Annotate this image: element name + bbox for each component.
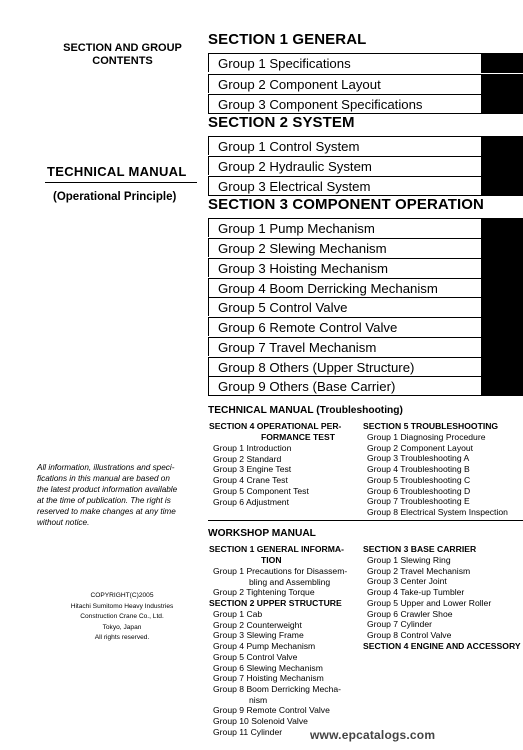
group-label: Group 1 Specifications	[218, 56, 351, 71]
section-contents-heading	[50, 42, 195, 68]
group-label: Group 1 Control System	[218, 139, 360, 154]
list-item: bling and Assembling	[249, 576, 331, 587]
list-item[interactable]: Group 1 Introduction	[213, 443, 292, 453]
watermark-text: www.epcatalogs.com	[310, 728, 436, 742]
notice-line: without notice.	[37, 518, 90, 527]
thumb-tab	[481, 337, 523, 357]
list-item[interactable]: Group 8 Electrical System Inspection	[367, 506, 508, 517]
section-3-group-3[interactable]	[208, 258, 523, 277]
section-3-title: SECTION 3 COMPONENT OPERATION	[208, 196, 484, 213]
list-item[interactable]: Group 11 Cylinder	[213, 726, 283, 737]
section-2-group-3[interactable]	[208, 176, 523, 196]
thumb-tab	[481, 376, 523, 396]
ts-section-4-heading	[209, 421, 341, 443]
group-label: Group 3 Component Specifications	[218, 97, 423, 112]
thumb-tab	[481, 176, 523, 196]
list-item[interactable]: Group 7 Cylinder	[367, 619, 432, 630]
list-item[interactable]: Group 1 Slewing Ring	[367, 555, 451, 565]
manual-subtitle: (Operational Principle)	[53, 191, 177, 203]
ws-section-1-heading	[209, 544, 344, 566]
list-item[interactable]: Group 3 Engine Test	[213, 464, 292, 475]
list-item[interactable]: Group 7 Hoisting Mechanism	[213, 673, 324, 684]
group-label: Group 3 Hoisting Mechanism	[218, 261, 389, 276]
section-3-group-9[interactable]	[208, 376, 523, 396]
heading-line: TION	[261, 555, 282, 565]
copyright-line: Tokyo, Japan	[102, 623, 142, 631]
list-item[interactable]: Group 8 Control Valve	[367, 629, 452, 640]
list-item[interactable]: Group 3 Troubleshooting A	[367, 453, 470, 464]
group-label: Group 9 Others (Base Carrier)	[218, 379, 396, 394]
copyright-line: Hitachi Sumitomo Heavy Industries	[70, 602, 174, 610]
troubleshooting-title: TECHNICAL MANUAL (Troubleshooting)	[208, 405, 403, 416]
heading-line: SECTION 1 GENERAL INFORMA-	[209, 544, 344, 554]
section-1-title: SECTION 1 GENERAL	[208, 31, 367, 48]
manual-title-rule	[45, 182, 197, 183]
section-3-group-8[interactable]	[208, 357, 523, 376]
list-item[interactable]: Group 1 Diagnosing Procedure	[367, 432, 486, 442]
section-3-group-2[interactable]	[208, 238, 523, 257]
ts-section-4-list	[213, 443, 309, 507]
section-contents-line-2: CONTENTS	[92, 55, 153, 67]
thumb-tab	[481, 297, 523, 317]
group-label: Group 4 Boom Derricking Mechanism	[218, 281, 438, 296]
copyright-line: Construction Crane Co., Ltd.	[80, 613, 164, 620]
list-item[interactable]: Group 2 Counterweight	[213, 619, 302, 630]
list-item[interactable]: Group 4 Take-up Tumbler	[367, 587, 465, 598]
notice-line: the latest product information available	[37, 485, 178, 494]
list-item[interactable]: Group 1 Precautions for Disassem-	[213, 566, 348, 576]
ws-section-1-list	[213, 566, 347, 598]
notice-line: fications in this manual are based on	[37, 474, 170, 483]
group-label: Group 7 Travel Mechanism	[218, 340, 377, 355]
list-item[interactable]: Group 6 Adjustment	[213, 496, 289, 507]
list-item[interactable]: Group 3 Slewing Frame	[213, 630, 304, 641]
thumb-tab	[481, 357, 523, 377]
thumb-tab	[481, 136, 523, 156]
thumb-tab	[481, 218, 523, 238]
section-1-group-1[interactable]	[208, 53, 523, 72]
group-label: Group 5 Control Valve	[218, 300, 348, 315]
list-item[interactable]: Group 2 Tightening Torque	[213, 587, 315, 598]
list-item[interactable]: Group 6 Troubleshooting D	[367, 485, 471, 496]
list-item[interactable]: Group 2 Travel Mechanism	[367, 565, 471, 576]
list-item[interactable]: Group 7 Troubleshooting E	[367, 496, 470, 507]
ws-section-3-heading: SECTION 3 BASE CARRIER	[363, 544, 477, 554]
group-label: Group 2 Hydraulic System	[218, 159, 372, 174]
list-item[interactable]: Group 10 Solenoid Valve	[213, 716, 308, 727]
section-1-group-3[interactable]	[208, 94, 523, 114]
thumb-tab	[481, 94, 523, 114]
thumb-tab	[481, 53, 523, 73]
list-item[interactable]: Group 4 Pump Mechanism	[213, 641, 316, 652]
divider	[208, 520, 523, 521]
list-item[interactable]: Group 5 Upper and Lower Roller	[367, 597, 492, 608]
group-label: Group 2 Slewing Mechanism	[218, 241, 387, 256]
section-3-group-5[interactable]	[208, 297, 523, 316]
list-item[interactable]: Group 9 Remote Control Valve	[213, 705, 330, 716]
section-2-group-2[interactable]	[208, 156, 523, 175]
ws-section-2-list	[213, 609, 341, 737]
list-item[interactable]: Group 4 Troubleshooting B	[367, 464, 470, 475]
list-item[interactable]: Group 6 Slewing Mechanism	[213, 662, 323, 673]
thumb-tab	[481, 74, 523, 94]
section-contents-line-1: SECTION AND GROUP	[63, 42, 182, 54]
list-item[interactable]: Group 5 Troubleshooting C	[367, 474, 471, 485]
thumb-tab	[481, 238, 523, 258]
manual-title: TECHNICAL MANUAL	[47, 164, 187, 179]
list-item: nism	[249, 694, 268, 705]
section-1-group-2[interactable]	[208, 74, 523, 93]
list-item[interactable]: Group 4 Crane Test	[213, 475, 288, 486]
copyright-line: All rights reserved.	[94, 634, 150, 641]
group-label: Group 6 Remote Control Valve	[218, 320, 398, 335]
list-item[interactable]: Group 1 Cab	[213, 609, 263, 619]
section-2-group-1[interactable]	[208, 136, 523, 155]
section-3-group-6[interactable]	[208, 317, 523, 336]
thumb-tab	[481, 317, 523, 337]
group-label: Group 3 Electrical System	[218, 179, 371, 194]
ws-section-3-list	[367, 555, 491, 641]
section-3-group-4[interactable]	[208, 278, 523, 297]
list-item[interactable]: Group 5 Control Valve	[213, 651, 298, 662]
ts-section-5-heading: SECTION 5 TROUBLESHOOTING	[363, 421, 499, 431]
group-label: Group 2 Component Layout	[218, 77, 381, 92]
thumb-tab	[481, 278, 523, 298]
notice-line: All information, illustrations and speci-	[37, 463, 175, 472]
group-label: Group 8 Others (Upper Structure)	[218, 360, 415, 375]
notice-text	[37, 462, 202, 528]
copyright-block	[58, 591, 186, 644]
list-item[interactable]: Group 2 Standard	[213, 453, 282, 464]
ts-section-5-list	[367, 432, 508, 518]
list-item[interactable]: Group 6 Crawler Shoe	[367, 608, 453, 619]
section-3-group-7[interactable]	[208, 337, 523, 356]
workshop-title: WORKSHOP MANUAL	[208, 528, 316, 539]
thumb-tab	[481, 156, 523, 176]
ws-section-4-heading: SECTION 4 ENGINE AND ACCESSORY	[363, 641, 521, 651]
list-item[interactable]: Group 8 Boom Derricking Mecha-	[213, 683, 341, 694]
ws-section-2-heading: SECTION 2 UPPER STRUCTURE	[209, 598, 342, 608]
list-item[interactable]: Group 2 Component Layout	[367, 442, 474, 453]
list-item[interactable]: Group 3 Center Joint	[367, 576, 447, 587]
section-2-title: SECTION 2 SYSTEM	[208, 114, 355, 131]
heading-line: FORMANCE TEST	[261, 432, 335, 442]
section-3-group-1[interactable]	[208, 218, 523, 237]
notice-line: reserved to make changes at any time	[37, 507, 176, 516]
notice-line: at the time of publication. The right is	[37, 496, 171, 505]
group-label: Group 1 Pump Mechanism	[218, 221, 375, 236]
copyright-line: COPYRIGHT(C)2005	[90, 592, 154, 599]
heading-line: SECTION 4 OPERATIONAL PER-	[209, 421, 342, 431]
list-item[interactable]: Group 5 Component Test	[213, 485, 309, 496]
thumb-tab	[481, 258, 523, 278]
